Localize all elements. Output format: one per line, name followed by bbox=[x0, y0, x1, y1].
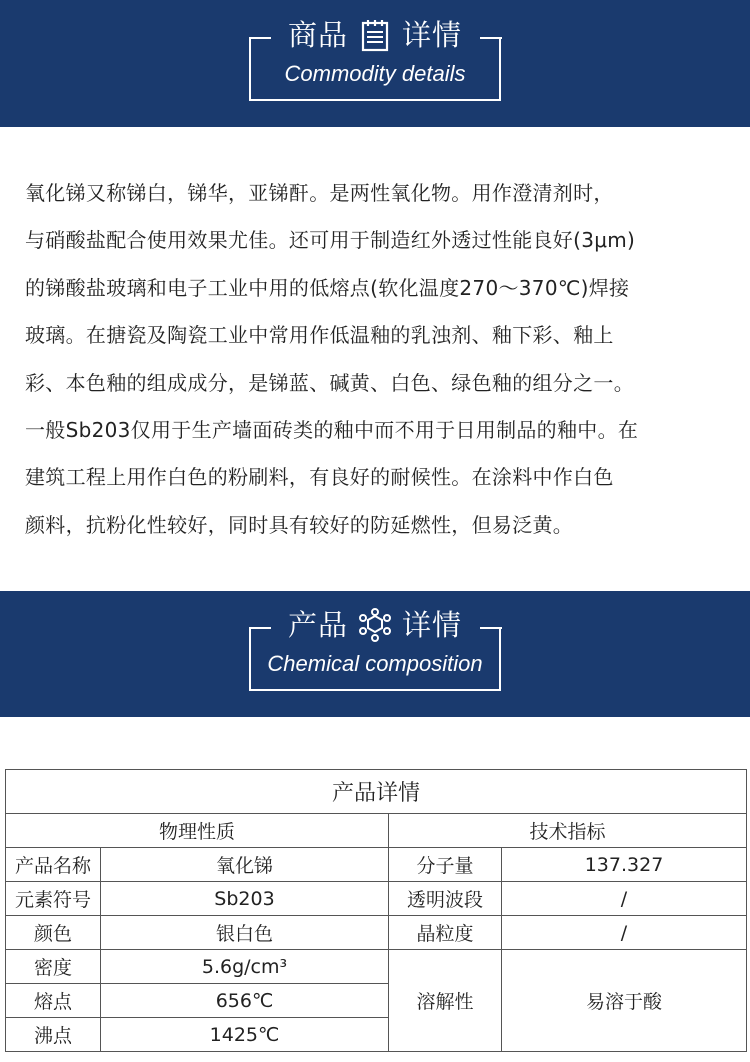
description-line: 的锑酸盐玻璃和电子工业中用的低熔点(软化温度270～370℃)焊接 bbox=[25, 275, 630, 300]
table-section-row bbox=[6, 814, 747, 848]
description-line: 氧化锑又称锑白，锑华，亚锑酐。是两性氧化物。用作澄清剂时， bbox=[25, 181, 614, 205]
row-value: 656℃ bbox=[101, 984, 389, 1018]
row-label: 颜色 bbox=[6, 916, 101, 950]
table-row bbox=[6, 882, 747, 916]
row-right-label: 分子量 bbox=[389, 848, 502, 882]
row-value: 1425℃ bbox=[101, 1018, 389, 1052]
row-label: 沸点 bbox=[6, 1018, 101, 1052]
row-value: 银白色 bbox=[101, 916, 389, 950]
table-row bbox=[6, 950, 747, 984]
solubility-value: 易溶于酸 bbox=[502, 950, 747, 1052]
table-row bbox=[6, 916, 747, 950]
commodity-title-right: 详情 bbox=[402, 18, 463, 52]
section-technical-specs: 技术指标 bbox=[389, 814, 747, 848]
row-value: 氧化锑 bbox=[101, 848, 389, 882]
chemical-title-right: 详情 bbox=[402, 608, 463, 642]
section-physical-properties: 物理性质 bbox=[6, 814, 389, 848]
commodity-title-row bbox=[251, 15, 499, 55]
chemical-composition-banner bbox=[0, 591, 750, 717]
description-line: 彩、本色釉的组成成分，是锑蓝、碱黄、白色、绿色釉的组分之一。 bbox=[25, 370, 634, 395]
commodity-title-left: 商品 bbox=[287, 18, 348, 52]
row-label: 产品名称 bbox=[6, 848, 101, 882]
solubility-label: 溶解性 bbox=[389, 950, 502, 1052]
commodity-title-frame bbox=[249, 18, 501, 101]
row-right-value: 137.327 bbox=[502, 848, 747, 882]
description-line: 建筑工程上用作白色的粉刷料，有良好的耐候性。在涂料中作白色 bbox=[25, 465, 614, 490]
description-line: 与硝酸盐配合使用效果尤佳。还可用于制造红外透过性能良好(3μm) bbox=[25, 228, 636, 253]
table-title-row bbox=[6, 770, 747, 814]
notepad-icon bbox=[358, 18, 392, 52]
product-spec-table bbox=[5, 769, 747, 1052]
description-line: 玻璃。在搪瓷及陶瓷工业中常用作低温釉的乳浊剂、釉下彩、釉上 bbox=[25, 323, 614, 348]
row-right-value: / bbox=[502, 916, 747, 950]
description-line: 颜料，抗粉化性较好，同时具有较好的防延燃性，但易泛黄。 bbox=[25, 512, 574, 537]
row-label: 元素符号 bbox=[6, 882, 101, 916]
table-row bbox=[6, 848, 747, 882]
molecule-icon bbox=[358, 608, 392, 642]
product-description bbox=[25, 170, 735, 549]
row-label: 熔点 bbox=[6, 984, 101, 1018]
row-label: 密度 bbox=[6, 950, 101, 984]
chemical-title-left: 产品 bbox=[287, 608, 348, 642]
row-right-label: 晶粒度 bbox=[389, 916, 502, 950]
commodity-details-banner bbox=[0, 0, 750, 127]
row-value: Sb203 bbox=[101, 882, 389, 916]
row-right-value: / bbox=[502, 882, 747, 916]
row-value: 5.6g/cm³ bbox=[101, 950, 389, 984]
chemical-title-row bbox=[251, 605, 499, 645]
chemical-subtitle: Chemical composition bbox=[267, 651, 483, 676]
commodity-subtitle: Commodity details bbox=[284, 61, 466, 86]
row-right-label: 透明波段 bbox=[389, 882, 502, 916]
table-title: 产品详情 bbox=[6, 770, 747, 814]
chemical-title-frame bbox=[249, 608, 501, 691]
description-line: 一般Sb203仅用于生产墙面砖类的釉中而不用于日用制品的釉中。在 bbox=[25, 418, 639, 443]
